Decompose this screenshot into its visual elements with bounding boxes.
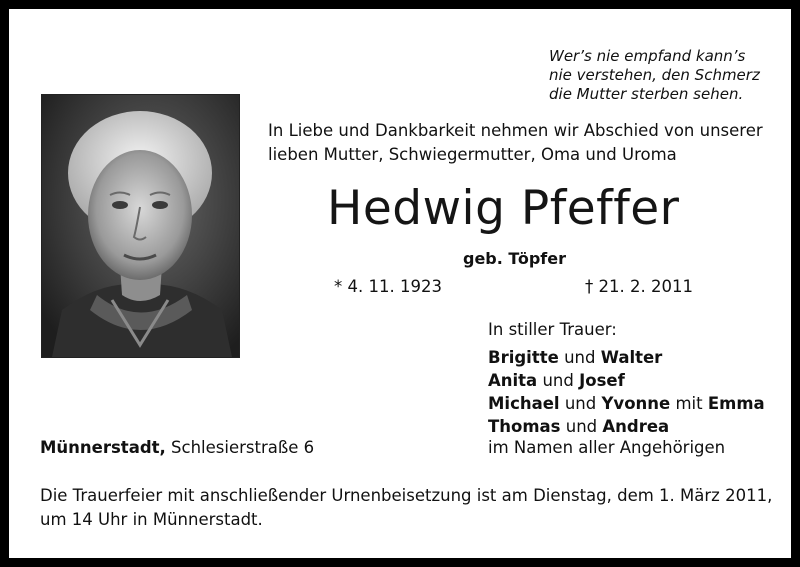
intro-line: lieben Mutter, Schwiegermutter, Oma und Uroma: [268, 145, 677, 164]
birth-name: geb. Töpfer: [463, 249, 566, 268]
address: [40, 438, 314, 457]
list-item: [488, 346, 765, 369]
mourner-name: Thomas: [488, 417, 561, 436]
list-item: [488, 392, 765, 415]
conjunction: mit: [675, 394, 703, 413]
conjunction: und: [564, 348, 596, 367]
relatives-note: im Namen aller Angehörigen: [488, 438, 726, 457]
mourner-name: Brigitte: [488, 348, 559, 367]
notice-line: Die Trauerfeier mit anschließender Urnenbeisetzung ist am Dienstag, dem 1. März 2011,: [40, 486, 773, 505]
poem-line: nie verstehen, den Schmerz: [549, 66, 760, 84]
death-date: † 21. 2. 2011: [585, 277, 693, 296]
mourners-list: [488, 346, 765, 438]
notice-line: um 14 Uhr in Münnerstadt.: [40, 510, 263, 529]
poem-quote: [549, 47, 759, 104]
conjunction: und: [564, 394, 597, 413]
conjunction: und: [565, 417, 598, 436]
deceased-name: Hedwig Pfeffer: [327, 181, 680, 236]
mourner-name: Andrea: [602, 417, 670, 436]
mourner-name: Emma: [707, 394, 765, 413]
portrait-image: [42, 95, 239, 357]
list-item: [488, 369, 765, 392]
poem-line: Wer’s nie empfand kann’s: [549, 47, 746, 65]
mourner-name: Yvonne: [601, 394, 671, 413]
mourner-name: Josef: [579, 371, 625, 390]
portrait-photo: [41, 94, 240, 358]
mourners-label: In stiller Trauer:: [488, 320, 617, 339]
birth-date: * 4. 11. 1923: [334, 277, 442, 296]
address-street: Schlesierstraße 6: [171, 438, 315, 457]
funeral-notice: [40, 484, 772, 532]
mourner-name: Michael: [488, 394, 560, 413]
intro-line: In Liebe und Dankbarkeit nehmen wir Abschied von unserer: [268, 121, 763, 140]
address-town: Münnerstadt,: [40, 438, 166, 457]
conjunction: und: [542, 371, 574, 390]
poem-line: die Mutter sterben sehen.: [549, 85, 744, 103]
mourner-name: Walter: [600, 348, 663, 367]
list-item: [488, 415, 765, 438]
mourner-name: Anita: [488, 371, 538, 390]
intro-text: [268, 119, 763, 167]
